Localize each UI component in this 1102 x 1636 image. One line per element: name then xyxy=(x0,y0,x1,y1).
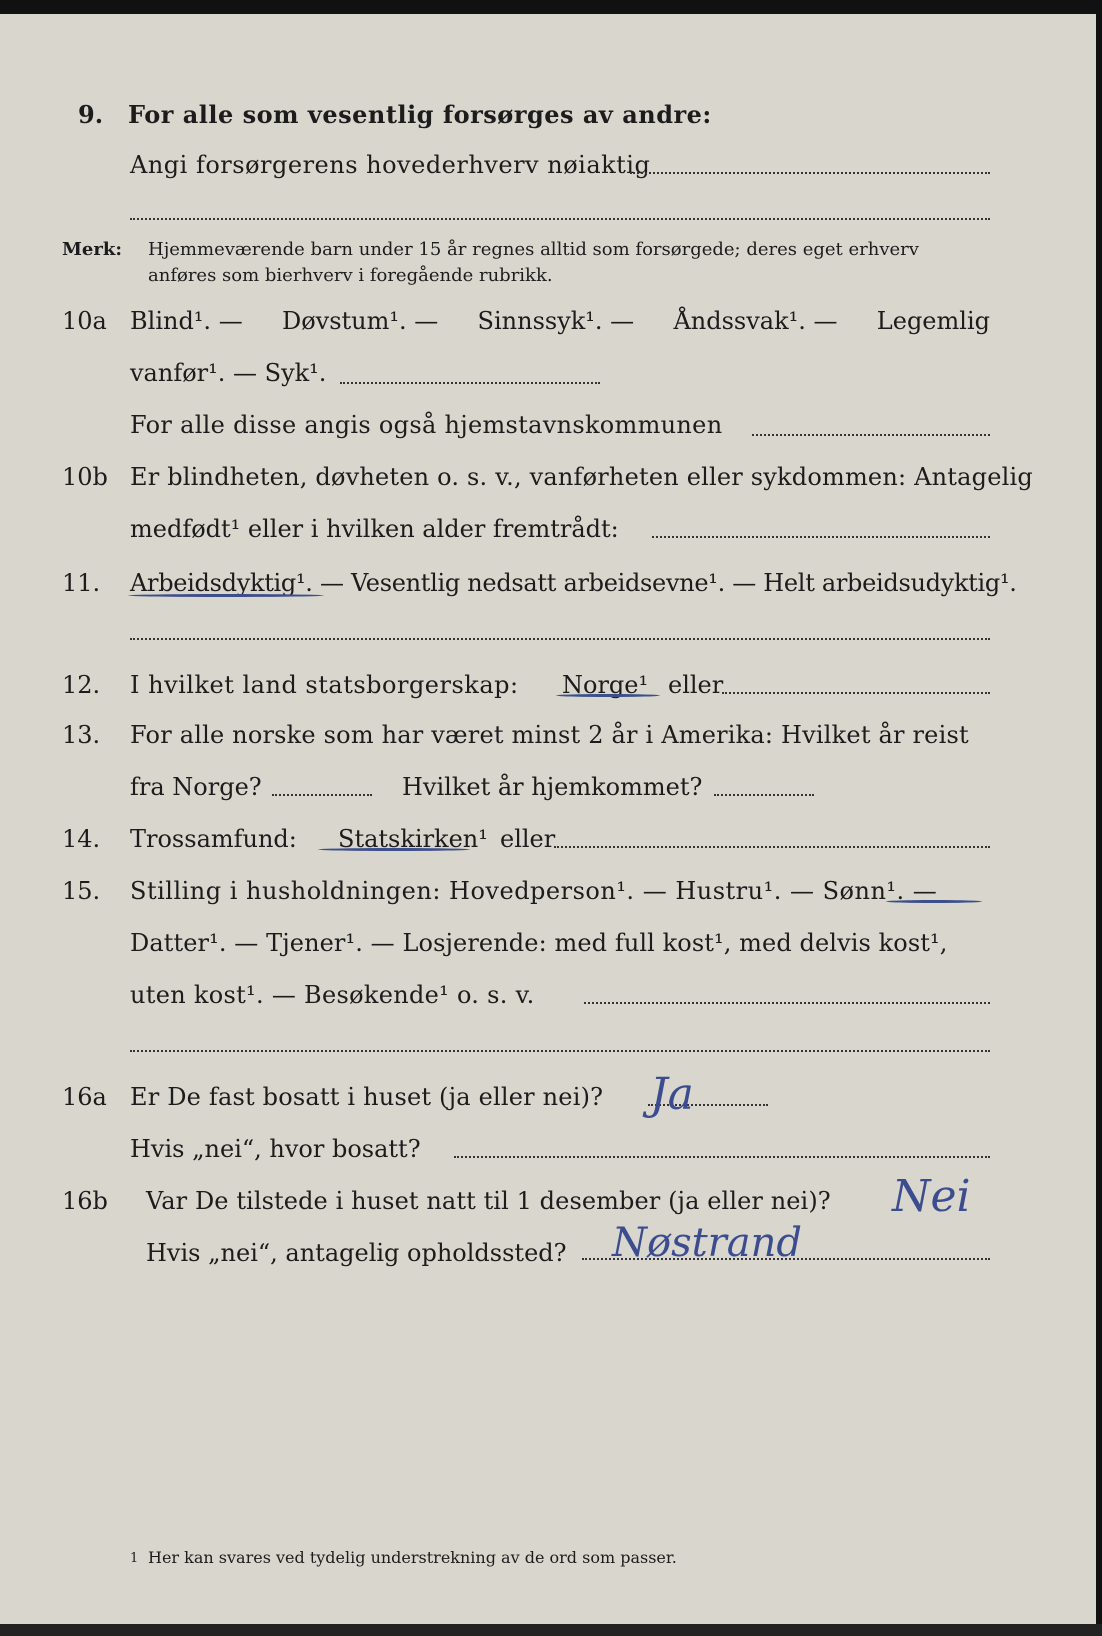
merk-line2: anføres som bierhverv i foregående rubrikk. xyxy=(148,265,553,286)
q15-line2: Datter¹. — Tjener¹. — Losjerende: med full kost¹, med delvis kost¹, xyxy=(130,929,948,957)
q16b-number: 16b xyxy=(62,1187,108,1215)
q11-number: 11. xyxy=(62,569,101,597)
q14-line1b: Statskirken¹ xyxy=(338,825,488,853)
q16a-line1: Er De fast bosatt i huset (ja eller nei)? xyxy=(130,1083,604,1111)
q10a-number: 10a xyxy=(62,307,107,335)
q10a-item-andssvak: Åndssvak¹. — xyxy=(673,307,838,335)
scan-edge-bottom xyxy=(0,1624,1102,1636)
q13-line2a: fra Norge? xyxy=(130,773,262,801)
q14-answer-line xyxy=(554,846,990,848)
q10a-item-legemlig: Legemlig xyxy=(876,307,990,335)
q14-number: 14. xyxy=(62,825,101,853)
q10a-syk-line xyxy=(340,382,600,384)
q10a-line1 xyxy=(130,306,990,336)
q13-number: 13. xyxy=(62,721,101,749)
q10a-item-sinnssyk: Sinnssyk¹. — xyxy=(477,307,635,335)
q12-underline-norge xyxy=(556,694,660,697)
q12-answer-word: Norge¹ xyxy=(562,671,649,699)
q9-line2: Angi forsørgerens hovederhverv nøiaktig xyxy=(130,151,651,179)
q13-line2b: Hvilket år hjemkommet? xyxy=(402,773,703,801)
q14-line1a: Trossamfund: xyxy=(130,825,297,853)
q13-reist-line xyxy=(272,794,372,796)
q15-underline-sonn xyxy=(886,900,982,903)
q11-answer-line xyxy=(130,638,990,640)
q16b-line1: Var De tilstede i huset natt til 1 desember (ja eller nei)? xyxy=(146,1187,831,1215)
q11-line1: Arbeidsdyktig¹. — Vesentlig nedsatt arbeidsevne¹. — Helt arbeidsudyktig¹. xyxy=(130,569,1017,597)
q16b-line2: Hvis „nei“, antagelig opholdssted? xyxy=(146,1239,567,1267)
q11-underline-arbeidsdyktig xyxy=(128,594,324,597)
q13-line1: For alle norske som har været minst 2 år i Amerika: Hvilket år reist xyxy=(130,721,969,749)
q12-line1-end: eller xyxy=(668,671,724,699)
q10a-item-blind: Blind¹. — xyxy=(130,307,243,335)
q15-line3: uten kost¹. — Besøkende¹ o. s. v. xyxy=(130,981,535,1009)
q10a-line2: vanfør¹. — Syk¹. xyxy=(130,359,327,387)
q10b-line1: Er blindheten, døvheten o. s. v., vanførheten eller sykdommen: Antagelig xyxy=(130,463,1033,491)
q10b-answer-line xyxy=(652,536,990,538)
q15-line1: Stilling i husholdningen: Hovedperson¹. — Hustru¹. — Sønn¹. — xyxy=(130,877,938,905)
q10b-number: 10b xyxy=(62,463,108,491)
footnote-text: Her kan svares ved tydelig understrekning av de ord som passer. xyxy=(148,1548,677,1567)
q9-number: 9. xyxy=(78,100,104,129)
q10a-line3: For alle disse angis også hjemstavnskommunen xyxy=(130,411,723,439)
q16a-line2: Hvis „nei“, hvor bosatt? xyxy=(130,1135,421,1163)
q9-answer-line xyxy=(630,172,990,174)
q14-underline-statskirken xyxy=(318,848,470,851)
q10a-answer-line xyxy=(752,434,990,436)
merk-label: Merk: xyxy=(62,239,122,260)
q16a-bosatt-line xyxy=(454,1156,990,1158)
scan-edge-top xyxy=(0,0,1102,14)
q12-number: 12. xyxy=(62,671,101,699)
merk-line1: Hjemmeværende barn under 15 år regnes alltid som forsørgede; deres eget erhverv xyxy=(148,239,919,260)
q9-line1: For alle som vesentlig forsørges av andre: xyxy=(128,100,712,129)
q16a-handwritten-answer: Ja xyxy=(650,1069,694,1120)
q14-line1c: eller xyxy=(500,825,556,853)
q12-answer-line xyxy=(722,692,990,694)
q15-answer-line xyxy=(584,1002,990,1004)
footnote-mark: 1 xyxy=(130,1551,139,1566)
q12-line1: I hvilket land statsborgerskap: xyxy=(130,671,519,699)
q15-number: 15. xyxy=(62,877,101,905)
q10a-item-dovstum: Døvstum¹. — xyxy=(281,307,439,335)
q13-hjemkommet-line xyxy=(714,794,814,796)
scan-edge-right xyxy=(1096,0,1102,1636)
q9-answer-line-2 xyxy=(130,218,990,220)
q16b-handwritten-place: Nøstrand xyxy=(612,1220,803,1266)
q16a-number: 16a xyxy=(62,1083,107,1111)
q10b-line2: medfødt¹ eller i hvilken alder fremtrådt: xyxy=(130,515,619,543)
q16b-handwritten-answer: Nei xyxy=(892,1171,971,1222)
q15-answer-line-2 xyxy=(130,1050,990,1052)
